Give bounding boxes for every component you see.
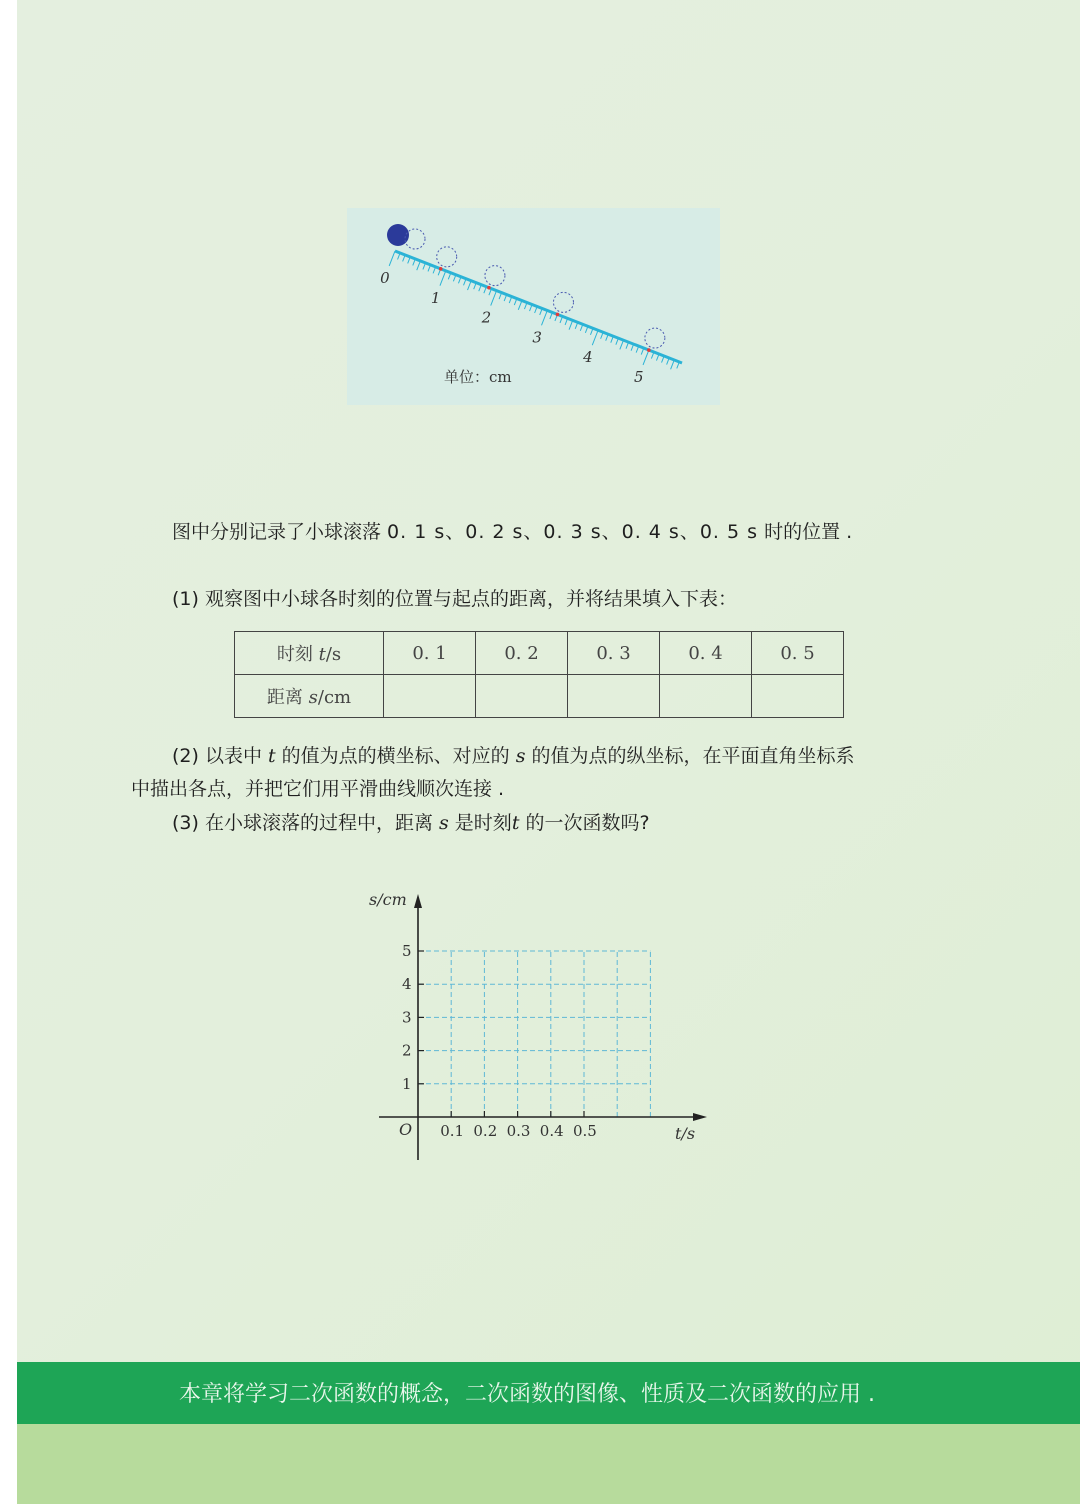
q3-text-b: 是时刻 xyxy=(448,812,512,834)
question-2-line-1 xyxy=(172,739,855,773)
ruler-diagram xyxy=(347,208,720,405)
q3-var-t: t xyxy=(511,812,520,834)
ruler-number: 1 xyxy=(430,288,441,307)
q2-text-b: 的值为点的横坐标、对应的 xyxy=(275,745,516,767)
q3-text-c: 的一次函数吗? xyxy=(519,812,650,834)
x-tick-label: 0.2 xyxy=(473,1122,498,1140)
ruler-tick xyxy=(643,350,649,365)
bottom-band xyxy=(17,1424,1080,1504)
chapter-summary-bar xyxy=(17,1362,1080,1424)
intro-text-a: 图中分别记录了小球滚落 xyxy=(172,521,388,543)
ball-ghost-icon xyxy=(553,292,573,312)
ball-ghost-icon xyxy=(437,247,457,267)
distance-cell[interactable] xyxy=(384,675,476,718)
time-cell: 0. 1 xyxy=(384,632,476,675)
page xyxy=(17,0,1080,1504)
distance-cell[interactable] xyxy=(660,675,752,718)
time-cell: 0. 2 xyxy=(476,632,568,675)
ruler-tick xyxy=(440,271,446,286)
rolling-ball-figure xyxy=(347,208,720,405)
ruler-number: 0 xyxy=(380,268,390,287)
ball-ghost-icon xyxy=(645,328,665,348)
question-1: (1) 观察图中小球各时刻的位置与起点的距离，并将结果填入下表： xyxy=(172,588,737,610)
x-tick-label: 0.5 xyxy=(573,1122,597,1140)
ruler-tick xyxy=(468,281,472,290)
intro-text xyxy=(172,515,852,549)
x-tick-label: 0.3 xyxy=(506,1122,531,1140)
time-cell: 0. 5 xyxy=(752,632,844,675)
grid-lines xyxy=(418,951,650,1117)
ball-icon xyxy=(387,224,409,246)
ruler-tick xyxy=(620,340,624,349)
contact-mark xyxy=(439,267,443,271)
axis-ticks xyxy=(402,942,597,1140)
ruler-number: 3 xyxy=(532,328,542,347)
y-axis-label: s/cm xyxy=(369,890,407,909)
x-axis-arrow-icon xyxy=(693,1113,707,1121)
y-tick-label: 1 xyxy=(402,1074,412,1093)
time-cell: 0. 4 xyxy=(660,632,752,675)
data-table xyxy=(234,631,844,718)
q2-text-a: (2) 以表中 xyxy=(172,745,268,767)
ruler-tick xyxy=(541,310,547,325)
q3-text-a: (3) 在小球滚落的过程中，距离 xyxy=(172,812,439,834)
intro-times: 0. 1 s、0. 2 s、0. 3 s、0. 4 s、0. 5 s xyxy=(387,521,759,543)
x-tick-label: 0.1 xyxy=(440,1122,465,1140)
contact-mark xyxy=(556,313,560,317)
q3-var-s: s xyxy=(439,812,449,834)
question-2-line-2: 中描出各点，并把它们用平滑曲线顺次连接 . xyxy=(131,778,505,800)
distance-label: 距离 xyxy=(266,687,309,708)
ruler-tick xyxy=(518,301,522,310)
ruler-tick xyxy=(671,360,675,369)
q2-var-t: t xyxy=(268,745,276,767)
y-tick-label: 5 xyxy=(402,942,412,960)
ruler-tick xyxy=(389,251,395,266)
ruler-tick xyxy=(592,330,598,345)
ball-ghost-icon xyxy=(485,266,505,286)
time-label: 时刻 xyxy=(276,644,319,665)
y-tick-label: 3 xyxy=(402,1008,412,1027)
table-row-distance xyxy=(235,675,844,718)
table-row-time xyxy=(235,632,844,675)
distance-unit: /cm xyxy=(317,687,352,708)
contact-mark xyxy=(647,348,651,352)
distance-cell[interactable] xyxy=(568,675,660,718)
coordinate-grid[interactable] xyxy=(357,880,727,1170)
distance-cell[interactable] xyxy=(476,675,568,718)
distance-cell[interactable] xyxy=(752,675,844,718)
table-header-distance xyxy=(235,675,384,718)
ruler-tick xyxy=(417,261,421,270)
ruler-tick xyxy=(491,291,497,306)
origin-label: O xyxy=(399,1120,413,1139)
ruler-tick xyxy=(569,320,573,329)
x-axis-label: t/s xyxy=(675,1124,696,1143)
contact-mark xyxy=(487,286,491,290)
y-tick-label: 4 xyxy=(402,975,412,994)
question-3 xyxy=(172,806,650,840)
ruler-number: 5 xyxy=(633,368,644,387)
y-axis-arrow-icon xyxy=(414,894,422,908)
q2-text-c: 的值为点的纵坐标，在平面直角坐标系 xyxy=(525,745,855,767)
time-unit: /s xyxy=(325,644,342,665)
ruler-number: 2 xyxy=(481,308,492,327)
unit-label: 单位：cm xyxy=(444,368,512,386)
x-tick-label: 0.4 xyxy=(539,1122,564,1140)
distance-var: s xyxy=(308,687,318,708)
time-cell: 0. 3 xyxy=(568,632,660,675)
chapter-summary-text: 本章将学习二次函数的概念，二次函数的图像、性质及二次函数的应用 . xyxy=(179,1382,875,1407)
table-header-time xyxy=(235,632,384,675)
q2-var-s: s xyxy=(515,745,526,767)
intro-text-b: 时的位置 . xyxy=(758,521,853,543)
time-var: t xyxy=(318,644,326,665)
ruler-number: 4 xyxy=(583,348,593,367)
y-tick-label: 2 xyxy=(402,1041,412,1060)
